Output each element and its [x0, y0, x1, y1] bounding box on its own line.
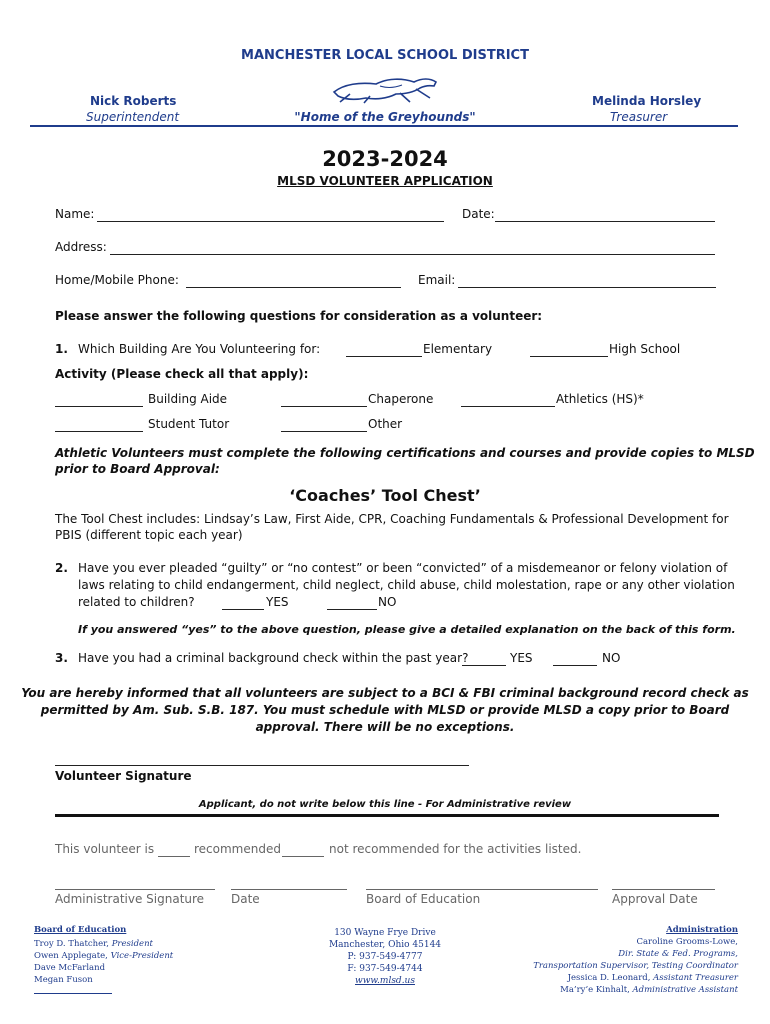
email-field[interactable]	[458, 287, 716, 288]
q3-yes-blank[interactable]	[462, 665, 506, 666]
admin-member-2-name: Jessica D. Leonard,	[567, 973, 654, 983]
tool-chest-line2: PBIS (different topic each year)	[55, 528, 243, 542]
footer-address-2: Manchester, Ohio 45144	[328, 940, 442, 950]
admin-member-2-role: Assistant Treasurer	[653, 973, 738, 983]
board-member-3: Dave McFarland	[34, 963, 106, 973]
admin-member-1-role-2: Transportation Supervisor, Testing Coordinator	[533, 961, 738, 971]
q2-no: NO	[378, 595, 397, 609]
admin-member-3-name: Ma’ry’e Kinhalt,	[560, 985, 633, 995]
q2-number: 2.	[55, 561, 68, 575]
board-member-4: Megan Fuson	[34, 975, 93, 985]
instructions-heading: Please answer the following questions for consideration as a volunteer:	[55, 309, 543, 323]
school-year-title: 2023-2024	[322, 147, 448, 171]
phone-label: Home/Mobile Phone:	[55, 273, 179, 287]
admin-date-label: Date	[231, 892, 260, 906]
q3-no-blank[interactable]	[553, 665, 597, 666]
treasurer-title: Treasurer	[610, 110, 668, 124]
elementary-blank[interactable]	[346, 356, 422, 357]
student-tutor-blank[interactable]	[55, 431, 143, 432]
activity-heading: Activity (Please check all that apply):	[55, 367, 309, 381]
admin-member-2	[568, 973, 738, 983]
recommend-text-3: not recommended for the activities listed.	[329, 842, 582, 856]
notice-line1: You are hereby informed that all volunteers are subject to a BCI & FBI criminal background record check as	[21, 686, 749, 700]
date-label: Date:	[462, 207, 495, 221]
admin-signature-field[interactable]	[55, 889, 215, 890]
board-member-2-name: Owen Applegate,	[34, 951, 111, 961]
other-option: Other	[368, 417, 403, 431]
email-label: Email:	[418, 273, 456, 287]
yes-explanation-note: If you answered “yes” to the above question, please give a detailed explanation on the back of this form.	[78, 623, 736, 636]
q3-number: 3.	[55, 651, 68, 665]
q3-text: Have you had a criminal background check within the past year?	[78, 651, 469, 665]
q2-line2: laws relating to child endangerment, child neglect, child abuse, child molestation, rape or any other violation	[78, 578, 735, 592]
phone-field[interactable]	[186, 287, 401, 288]
address-field[interactable]	[110, 254, 715, 255]
q3-yes: YES	[510, 651, 533, 665]
footer-phone: P: 937-549-4777	[347, 952, 423, 962]
building-aide-option: Building Aide	[148, 392, 228, 406]
q2-yes: YES	[266, 595, 289, 609]
recommended-blank[interactable]	[158, 856, 190, 857]
treasurer-name: Melinda Horsley	[592, 94, 702, 108]
footer-website-link[interactable]: www.mlsd.us	[355, 976, 415, 986]
date-field[interactable]	[495, 221, 715, 222]
q3-no: NO	[602, 651, 621, 665]
chaperone-option: Chaperone	[368, 392, 434, 406]
superintendent-title: Superintendent	[86, 110, 180, 124]
district-motto: "Home of the Greyhounds"	[294, 110, 476, 124]
high-school-option: High School	[609, 342, 681, 356]
recommend-text-1: This volunteer is	[55, 842, 155, 856]
tool-chest-title: ‘Coaches’ Tool Chest’	[289, 486, 481, 505]
admin-divider-rule	[55, 814, 719, 817]
admin-date-field[interactable]	[231, 889, 347, 890]
athletic-note-line1: Athletic Volunteers must complete the following certifications and courses and provide copies to MLSD	[55, 446, 755, 460]
notice-line3: approval. There will be no exceptions.	[255, 720, 515, 734]
athletics-blank[interactable]	[461, 406, 555, 407]
q2-line1: Have you ever pleaded “guilty” or “no contest” or been “convicted” of a misdemeanor or felony violation of	[78, 561, 728, 575]
tool-chest-line1: The Tool Chest includes: Lindsay’s Law, First Aide, CPR, Coaching Fundamentals & Professional Development for	[55, 512, 729, 526]
volunteer-signature-field[interactable]	[55, 765, 469, 766]
chaperone-blank[interactable]	[281, 406, 367, 407]
q2-no-blank[interactable]	[327, 609, 377, 610]
greyhound-logo	[330, 74, 442, 104]
student-tutor-option: Student Tutor	[148, 417, 230, 431]
footer-fax: F: 937-549-4744	[347, 964, 423, 974]
board-member-1-name: Troy D. Thatcher,	[34, 939, 112, 949]
athletics-option: Athletics (HS)*	[556, 392, 644, 406]
board-heading: Board of Education	[34, 925, 127, 935]
not-recommended-blank[interactable]	[282, 856, 324, 857]
board-member-2-role: Vice-President	[110, 951, 174, 961]
board-member-1-role: President	[111, 939, 153, 949]
admin-member-3-role: Administrative Assistant	[632, 985, 738, 995]
district-name: MANCHESTER LOCAL SCHOOL DISTRICT	[241, 48, 529, 63]
superintendent-name: Nick Roberts	[90, 94, 177, 108]
board-field[interactable]	[366, 889, 598, 890]
approval-date-field[interactable]	[612, 889, 715, 890]
admin-signature-label: Administrative Signature	[55, 892, 205, 906]
name-field[interactable]	[97, 221, 444, 222]
admin-member-3	[560, 985, 738, 995]
application-subtitle: MLSD VOLUNTEER APPLICATION	[277, 174, 493, 188]
high-school-blank[interactable]	[530, 356, 608, 357]
notice-line2: permitted by Am. Sub. S.B. 187. You must schedule with MLSD or provide MLSD a copy prior to Board	[40, 703, 730, 717]
building-aide-blank[interactable]	[55, 406, 143, 407]
elementary-option: Elementary	[423, 342, 493, 356]
admin-divider-note: Applicant, do not write below this line - For Administrative review	[198, 799, 572, 810]
address-label: Address:	[55, 240, 107, 254]
header-rule	[30, 125, 738, 127]
footer-left-rule	[34, 993, 112, 994]
volunteer-signature-label: Volunteer Signature	[55, 769, 192, 783]
q2-yes-blank[interactable]	[222, 609, 264, 610]
board-label: Board of Education	[366, 892, 481, 906]
other-blank[interactable]	[281, 431, 367, 432]
footer-address-1: 130 Wayne Frye Drive	[334, 928, 436, 938]
approval-date-label: Approval Date	[612, 892, 698, 906]
admin-member-1-role: Dir. State & Fed. Programs,	[618, 949, 738, 959]
name-label: Name:	[55, 207, 95, 221]
q2-line3: related to children?	[78, 595, 195, 609]
q1-number: 1.	[55, 342, 68, 356]
q1-text: Which Building Are You Volunteering for:	[78, 342, 321, 356]
admin-member-1: Caroline Grooms-Lowe,	[636, 937, 738, 947]
administration-heading: Administration	[666, 925, 738, 935]
recommend-text-2: recommended	[194, 842, 281, 856]
athletic-note-line2: prior to Board Approval:	[55, 462, 220, 476]
